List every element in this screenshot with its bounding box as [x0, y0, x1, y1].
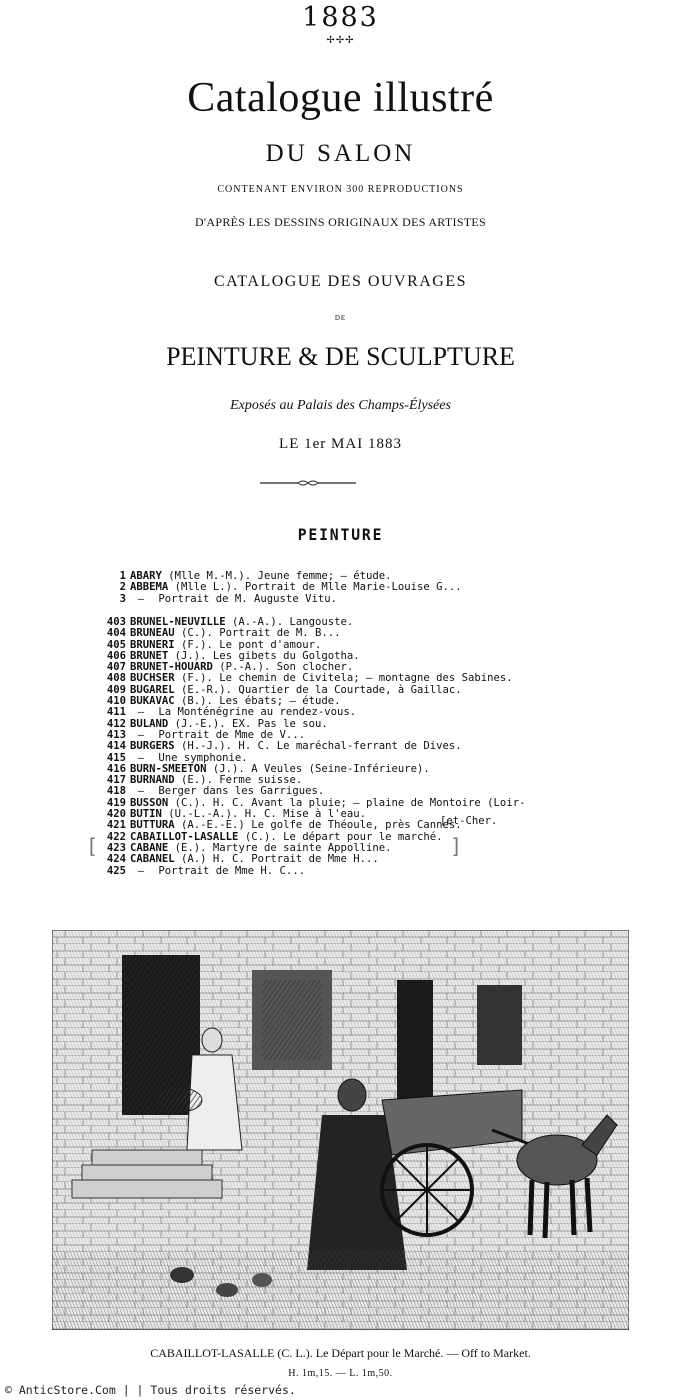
- entry-number: 414: [106, 740, 126, 753]
- entry-artist: CABANEL: [130, 853, 175, 866]
- entry-description: La Monténégrine au rendez-vous.: [152, 706, 357, 719]
- entry-description: (H.-J.). H. C. Le maréchal-ferrant de Dives.: [174, 740, 462, 753]
- entry-number: 407: [106, 661, 126, 674]
- exposes-line: Exposés au Palais des Champs-Élysées: [230, 398, 451, 413]
- entry-artist: ABARY: [130, 570, 162, 582]
- entry-description: (A.-E.-E.) Le golfe de Théoule, près Cannes.: [174, 819, 462, 832]
- entry-number: 419: [106, 796, 126, 809]
- entry-description: (F.). Le chemin de Civitela; — montagne des Sabines.: [174, 672, 513, 685]
- entry-description: Une symphonie.: [152, 751, 248, 764]
- entry-description: Portrait de Mme H. C...: [152, 864, 306, 877]
- entry-artist: BRUNET: [130, 649, 169, 662]
- engraving-illustration: [52, 930, 629, 1330]
- entry-description: (E.). Martyre de sainte Appolline.: [168, 841, 392, 854]
- peinture-sculpture-heading: PEINTURE & DE SCULPTURE: [166, 342, 515, 371]
- entry-artist: BRUNET-HOUARD: [130, 661, 213, 674]
- entry-artist: BRUNEL-NEUVILLE: [130, 616, 226, 628]
- entry-artist: —: [137, 785, 145, 798]
- entry-artist: BUTTURA: [130, 819, 175, 832]
- entry-artist: BRUNERI: [130, 638, 175, 651]
- entry-number: 420: [106, 808, 126, 821]
- entry-description: (U.-L.-A.). H. C. Mise à l'eau.: [161, 808, 366, 821]
- date-line: LE 1er MAI 1883: [279, 436, 402, 452]
- entry-description: (A.) H. C. Portrait de Mme H...: [174, 853, 379, 866]
- entry-artist: —: [137, 864, 145, 877]
- entry-artist: BUCHSER: [130, 672, 175, 685]
- entry-description: (C.). H. C. Avant la pluie; — plaine de Montoire (Loir-: [168, 796, 526, 809]
- contenant-line: CONTENANT ENVIRON 300 REPRODUCTIONS: [217, 184, 464, 195]
- entry-artist: BUTIN: [130, 808, 162, 821]
- entry-artist: BUGAREL: [130, 683, 175, 696]
- entry-artist: —: [137, 592, 145, 605]
- entry-description: (Mlle M.-M.). Jeune femme; — étude.: [161, 570, 392, 582]
- entry-artist: ABBEMA: [130, 581, 169, 594]
- highlight-bracket-left: [: [86, 834, 99, 858]
- de-line: DE: [334, 314, 347, 322]
- entry-number: 416: [106, 762, 126, 775]
- entry-artist: BURN-SMEETON: [130, 762, 207, 775]
- entry-description: Portrait de Mme de V...: [152, 728, 306, 741]
- entry-description: (P.-A.). Son clocher.: [212, 661, 354, 674]
- catalogue-entry: [96, 866, 525, 877]
- entry-description: (J.). Les gibets du Golgotha.: [168, 649, 360, 662]
- entry-number: 421: [106, 819, 126, 832]
- entry-number: 3: [119, 592, 126, 605]
- entry-number: 423: [106, 841, 126, 854]
- year-heading: 1883: [302, 2, 379, 33]
- entry-number: 406: [106, 649, 126, 662]
- entry-description: (E.-R.). Quartier de la Courtade, à Gaillac.: [174, 683, 462, 696]
- subtitle: DU SALON: [265, 140, 416, 167]
- entry-description: (C.). Portrait de M. B...: [174, 627, 341, 640]
- page-title: Catalogue illustré: [187, 75, 494, 121]
- entries-first-list: [96, 571, 462, 605]
- entry-number: 422: [106, 830, 126, 843]
- entry-description: (Mlle L.). Portrait de Mlle Marie-Louise G...: [168, 581, 462, 594]
- entry-number: 408: [106, 672, 126, 685]
- continuation-text: [et-Cher.: [440, 815, 498, 827]
- entry-artist: BUSSON: [130, 796, 169, 809]
- entry-description: (A.-A.). Langouste.: [225, 616, 354, 628]
- entry-description: (J.). A Veules (Seine-Inférieure).: [206, 762, 430, 775]
- ornament: ✢✢✢: [326, 35, 355, 46]
- entry-description: (E.). Ferme suisse.: [174, 774, 303, 787]
- entry-artist: —: [137, 751, 145, 764]
- entry-number: 1: [119, 570, 126, 582]
- entry-number: 425: [106, 864, 126, 877]
- section-title: PEINTURE: [297, 525, 384, 544]
- entry-number: 412: [106, 717, 126, 730]
- entry-artist: BUKAVAC: [130, 695, 175, 708]
- entry-number: 404: [106, 627, 126, 640]
- catalogue-entry: [96, 594, 462, 605]
- entry-number: 403: [106, 616, 126, 628]
- ornamental-divider: [258, 478, 358, 488]
- entry-artist: —: [137, 706, 145, 719]
- entry-number: 413: [106, 728, 126, 741]
- entry-number: 409: [106, 683, 126, 696]
- entry-artist: —: [137, 728, 145, 741]
- entry-number: 415: [106, 751, 126, 764]
- entry-number: 405: [106, 638, 126, 651]
- dapres-line: D'APRÈS LES DESSINS ORIGINAUX DES ARTISTES: [194, 215, 487, 229]
- entry-artist: CABANE: [130, 841, 169, 854]
- entry-description: (F.). Le pont d'amour.: [174, 638, 322, 651]
- entry-artist: BULAND: [130, 717, 169, 730]
- entry-description: Portrait de M. Auguste Vitu.: [152, 592, 337, 605]
- entry-description: (C.). Le départ pour le marché.: [238, 830, 443, 843]
- catalogue-line: CATALOGUE DES OUVRAGES: [213, 273, 468, 290]
- entry-description: (J.-E.). EX. Pas le sou.: [168, 717, 328, 730]
- illustration-dimensions: H. 1m,15. — L. 1m,50.: [288, 1368, 393, 1379]
- entry-number: 418: [106, 785, 126, 798]
- copyright-footer: © AnticStore.Com | | Tous droits réservés.: [5, 1383, 296, 1397]
- entry-artist: BURGERS: [130, 740, 175, 753]
- entry-number: 424: [106, 853, 126, 866]
- entry-number: 411: [106, 706, 126, 719]
- entry-artist: BRUNEAU: [130, 627, 175, 640]
- entry-description: (B.). Les ébats; — étude.: [174, 695, 341, 708]
- highlight-bracket-right: ]: [450, 834, 463, 858]
- illustration-caption: CABAILLOT-LASALLE (C. L.). Le Départ pour le Marché. — Off to Market.: [150, 1346, 531, 1360]
- entry-number: 410: [106, 695, 126, 708]
- entry-artist: CABAILLOT-LASALLE: [130, 830, 239, 843]
- entry-artist: BURNAND: [130, 774, 175, 787]
- entry-number: 2: [119, 581, 126, 594]
- entry-description: Berger dans les Garrigues.: [152, 785, 325, 798]
- entry-number: 417: [106, 774, 126, 787]
